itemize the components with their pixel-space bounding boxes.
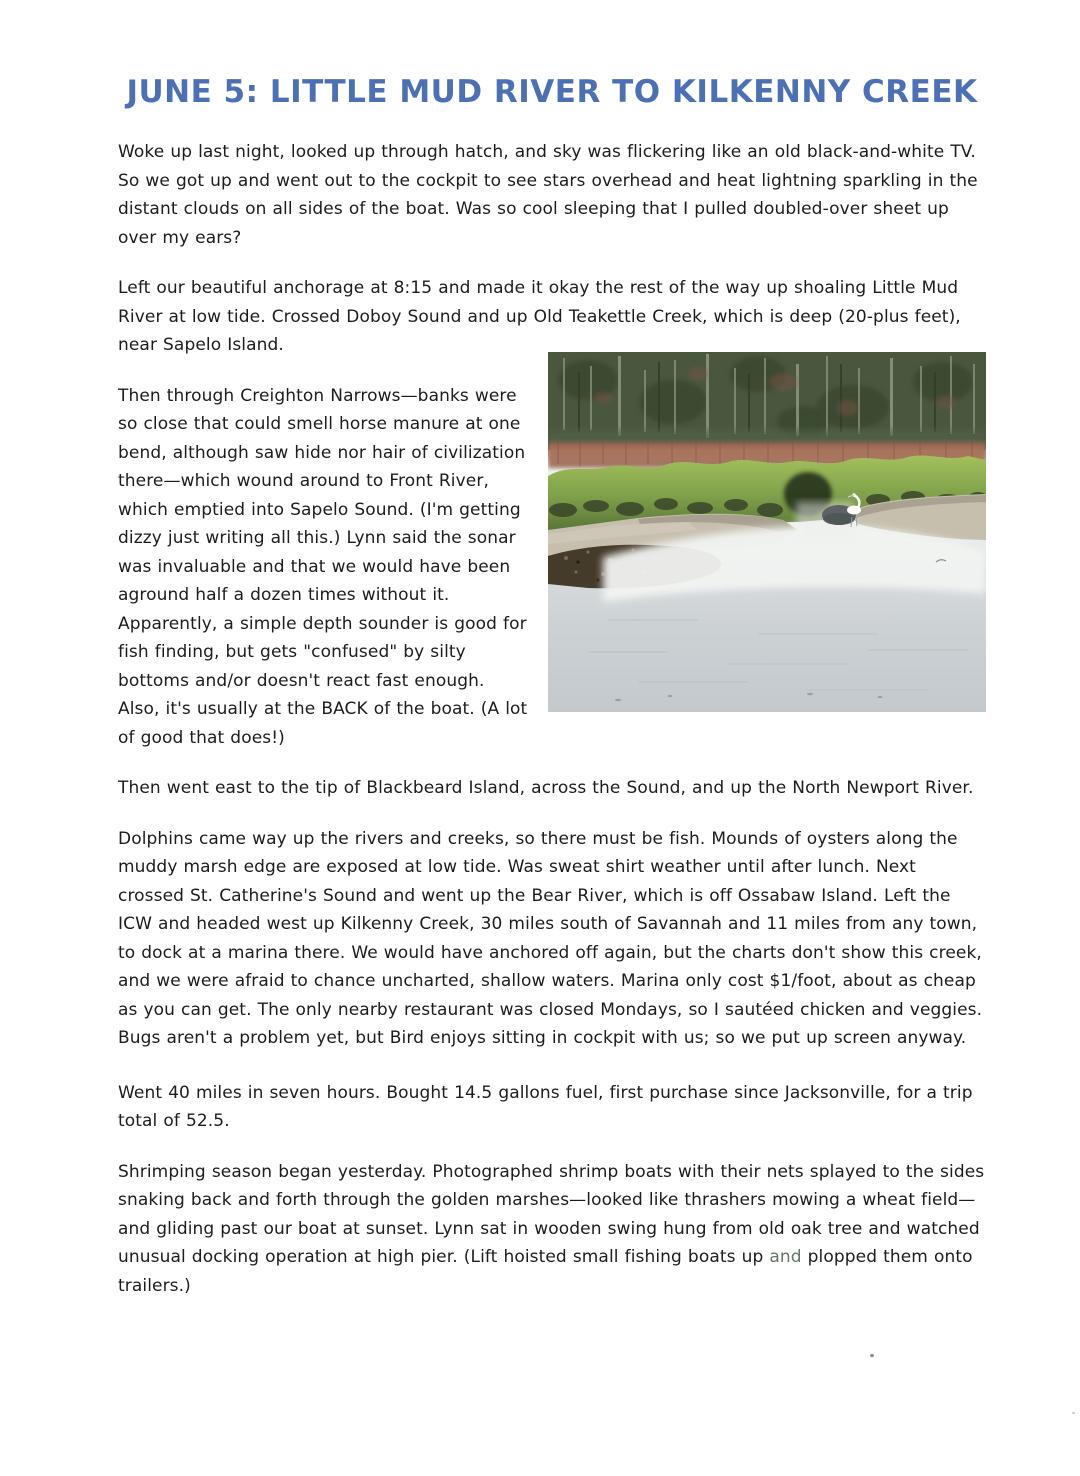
paragraph-1: Woke up last night, looked up through hatch, and sky was flickering like an old black-and-white TV. So we got up and went out to the cockpit to see stars overhead and heat lightning sparkling in the distant clouds on all sides of the boat. Was so cool sleeping that I pulled doubled-over sheet up over my ears? — [118, 142, 978, 248]
marsh-photo — [548, 352, 986, 712]
page-content — [118, 74, 986, 1322]
marsh-photo-art — [548, 352, 986, 712]
paragraph-7-faded-word: and — [769, 1247, 802, 1267]
paragraph-7 — [118, 1158, 986, 1301]
paragraph-5: Dolphins came way up the rivers and creeks, so there must be fish. Mounds of oysters along the muddy marsh edge are exposed at low tide. Was sweat shirt weather until after lunch. Next crossed St. Catherine's Sound and went up the Bear River, which is off Ossabaw Island. Left the ICW and headed west up Kilkenny Creek, 30 miles south of Savannah and 11 miles from any town, to dock at a marina there. We would have anchored off again, but the charts don't show this creek, and we were afraid to chance uncharted, shallow waters. Marina only cost $1/foot, about as cheap as you can get. The only nearby restaurant was closed Mondays, so I sautéed chicken and veggies. Bugs aren't a problem yet, but Bird enjoys sitting in cockpit with us; so we put up screen anyway. — [118, 828, 983, 1048]
paragraph-4: Then went east to the tip of Blackbeard Island, across the Sound, and up the North Newport River. — [118, 778, 974, 798]
scan-artifact-dot — [870, 1354, 874, 1357]
photo-paragraph-block — [118, 382, 986, 775]
paragraph-7-end: plopped them onto trailers.) — [118, 1247, 973, 1296]
paragraph-3: Then through Creighton Narrows—banks were so close that could smell horse manure at one bend, although saw hide nor hair of civilization there—which wound around to Front River, which emptied into Sapelo Sound. (I'm getting dizzy just writing all this.) Lynn said the sonar was invaluable and that we would have been aground half a dozen times without it. Apparently, a simple depth sounder is good for fish finding, but gets "confused" by silty bottoms and/or doesn't react fast enough. Also, it's usually at the BACK of the boat. (A lot of good that does!) — [118, 385, 528, 748]
paragraph-2: Left our beautiful anchorage at 8:15 and made it okay the rest of the way up shoaling Little Mud River at low tide. Crossed Doboy Sound and up Old Teakettle Creek, which is deep (20-plus feet), near Sapelo Island. — [118, 278, 961, 355]
page-title: JUNE 5: LITTLE MUD RIVER TO KILKENNY CREEK — [126, 74, 978, 110]
paragraph-7-text: Shrimping season began yesterday. Photographed shrimp boats with their nets splayed to the sides snaking back and forth through the golden marshes—looked like thrashers mowing a wheat field—and gliding past our boat at sunset. Lynn sat in wooden swing hung from old oak tree and watched unusual docking operation at high pier. (Lift hoisted small fishing boats up — [118, 1161, 985, 1267]
scan-artifact-speck — [1072, 1412, 1075, 1414]
paragraph-6: Went 40 miles in seven hours. Bought 14.5 gallons fuel, first purchase since Jacksonville, for a trip total of 52.5. — [118, 1082, 973, 1131]
